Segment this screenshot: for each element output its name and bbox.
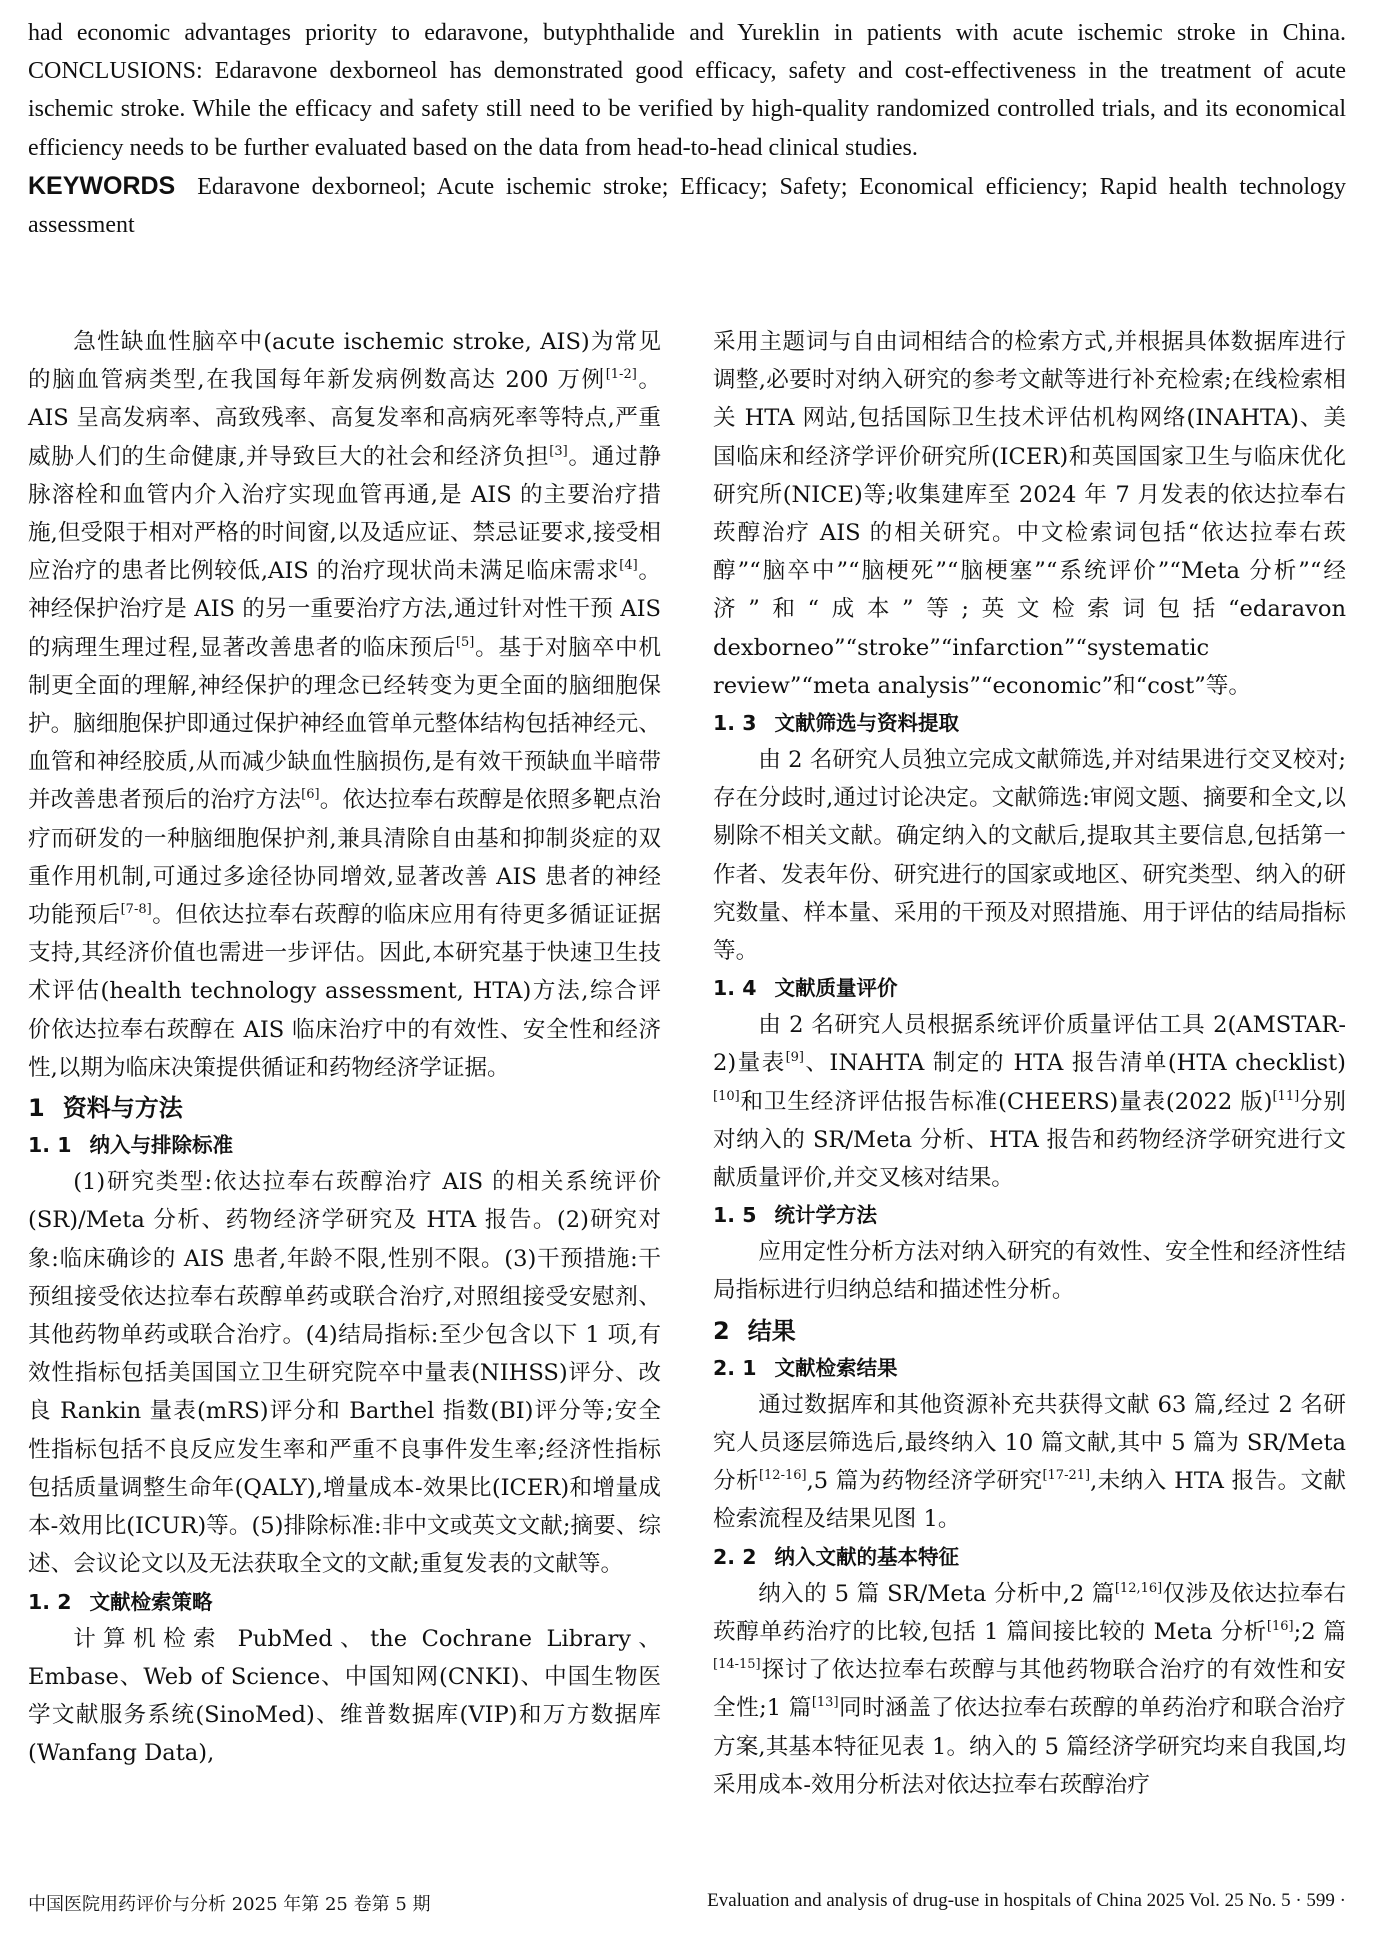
section-1-2-continued: 采用主题词与自由词相结合的检索方式,并根据具体数据库进行调整,必要时对纳入研究的参考文献等进行补充检索;在线检索相关 HTA 网站,包括国际卫生技术评估机构网络(INAHTA)、美国临床和经济学评价研究所(ICER)和英国国家卫生与临床优化研究所(NICE)等;收集建库至 2024 年 7 月发表的依达拉奉右莰醇治疗 AIS 的相关研究。中文检索词包括“依达拉奉右莰醇”“脑卒中”“脑梗死”“脑梗塞”“系统评价”“Meta 分析”“经济”和“成本”等;英文检索词包括“edaravon dexborneo”“stroke”“infarction”“systematic review”“meta analysis”“economic”和“cost”等。 [713,329,1346,699]
english-abstract [28,14,1346,244]
keywords-label: KEYWORDS [28,171,176,200]
citation[interactable]: [5] [455,634,475,650]
citation[interactable]: [4] [619,558,638,574]
intro-paragraph: 急性缺血性脑卒中(acute ischemic stroke, AIS)为常见的脑血管病类型,在我国每年新发病例数高达 200 万例[1-2]。AIS 呈高发病率、高致残率、高复发率和高病死率等特点,严重威胁人们的生命健康,并导致巨大的社会和经济负担[3]。通过静脉溶栓和血管内介入治疗实现血管再通,是 AIS 的主要治疗措施,但受限于相对严格的时间窗,以及适应证、禁忌证要求,接受相应治疗的患者比例较低,AIS 的治疗现状尚未满足临床需求[4]。神经保护治疗是 AIS 的另一重要治疗方法,通过针对性干预 AIS 的病理生理过程,显著改善患者的临床预后[5]。基于对脑卒中机制更全面的理解,神经保护的理念已经转变为更全面的脑细胞保护。脑细胞保护即通过保护神经血管单元整体结构包括神经元、血管和神经胶质,从而减少缺血性脑损伤,是有效干预缺血半暗带并改善患者预后的治疗方法[6]。依达拉奉右莰醇是依照多靶点治疗而研发的一种脑细胞保护剂,兼具清除自由基和抑制炎症的双重作用机制,可通过多途径协同增效,显著改善 AIS 患者的神经功能预后[7-8]。但依达拉奉右莰醇的临床应用有待更多循证证据支持,其经济价值也需进一步评估。因此,本研究基于快速卫生技术评估(health technology assessment, HTA)方法,综合评价依达拉奉右莰醇在 AIS 临床治疗中的有效性、安全性和经济性,以期为临床决策提供循证和药物经济学证据。 [28,329,662,1081]
section-1-heading: 1 资料与方法 [28,1094,183,1123]
section-1-2-heading: 1. 2 文献检索策略 [28,1589,213,1614]
section-1-4-text: 由 2 名研究人员根据系统评价质量评估工具 2(AMSTAR-2)量表[9]、INAHTA 制定的 HTA 报告清单(HTA checklist)[10]和卫生经济评估报告标准(CHEERS)量表(2022 版)[11]分别对纳入的 SR/Meta 分析、HTA 报告和药物经济学研究进行文献质量评价,并交叉核对结果。 [713,1012,1347,1192]
section-1-5-heading: 1. 5 统计学方法 [713,1203,877,1228]
section-1-3-text: 由 2 名研究人员独立完成文献筛选,并对结果进行交叉校对;存在分歧时,通过讨论决定。文献筛选:审阅文题、摘要和全文,以剔除不相关文献。确定纳入的文献后,提取其主要信息,包括第一作者、发表年份、研究进行的国家或地区、研究类型、纳入的研究数量、样本量、采用的干预及对照措施、用于评估的结局指标等。 [713,747,1346,965]
left-column [28,323,661,1772]
section-1-5-text: 应用定性分析方法对纳入研究的有效性、安全性和经济性结局指标进行归纳总结和描述性分析。 [713,1239,1346,1304]
keywords-line [28,167,1346,244]
citation[interactable]: [1-2] [605,367,637,383]
footer-journal-en: Evaluation and analysis of drug-use in hospitals of China 2025 Vol. 25 No. 5 · 599 · [707,1890,1346,1911]
citation[interactable]: [14-15] [713,1657,761,1673]
section-2-1-heading: 2. 1 文献检索结果 [713,1355,898,1380]
page-footer [28,1890,1346,1918]
abstract-text: had economic advantages priority to edaravone, butyphthalide and Yureklin in patients with acute ischemic stroke in China. CONCLUSIONS: Edaravone dexborneol has demonstrated good efficacy, safety and cost-effectiveness in the treatment of acute ischemic stroke. While the efficacy and safety still need to be verified by high-quality randomized controlled trials, and its economical efficiency needs to be further evaluated based on the data from head-to-head clinical studies. [28,20,1346,161]
citation[interactable]: [17-21] [1042,1468,1091,1484]
citation[interactable]: [16] [1266,1618,1294,1634]
section-1-4-heading: 1. 4 文献质量评价 [713,976,898,1001]
section-1-1-text: (1)研究类型:依达拉奉右莰醇治疗 AIS 的相关系统评价(SR)/Meta 分析、药物经济学研究及 HTA 报告。(2)研究对象:临床确诊的 AIS 患者,年龄不限,性别不限。(3)干预措施:干预组接受依达拉奉右莰醇单药或联合治疗,对照组接受安慰剂、其他药物单药或联合治疗。(4)结局指标:至少包含以下 1 项,有效性指标包括美国国立卫生研究院卒中量表(NIHSS)评分、改良 Rankin 量表(mRS)评分和 Barthel 指数(BI)评分等;安全性指标包括不良反应发生率和严重不良事件发生率;经济性指标包括质量调整生命年(QALY),增量成本-效果比(ICER)和增量成本-效用比(ICUR)等。(5)排除标准:非中文或英文文献;摘要、综述、会议论文以及无法获取全文的文献;重复发表的文献等。 [28,1169,661,1578]
citation[interactable]: [10] [713,1088,740,1104]
keywords-text: Edaravone dexborneol; Acute ischemic stroke; Efficacy; Safety; Economical efficiency; Rapid health technology assessment [28,173,1346,239]
section-1-2-text: 计算机检索 PubMed、the Cochrane Library、Embase、Web of Science、中国知网(CNKI)、中国生物医学文献服务系统(SinoMed)、维普数据库(VIP)和万方数据库(Wanfang Data), [28,1625,661,1767]
section-2-1-text: 通过数据库和其他资源补充共获得文献 63 篇,经过 2 名研究人员逐层筛选后,最终纳入 10 篇文献,其中 5 篇为 SR/Meta 分析[12-16],5 篇为药物经济学研究[17-21],未纳入 HTA 报告。文献检索流程及结果见图 1。 [713,1391,1347,1533]
section-2-2-text: 纳入的 5 篇 SR/Meta 分析中,2 篇[12,16]仅涉及依达拉奉右莰醇单药治疗的比较,包括 1 篇间接比较的 Meta 分析[16];2 篇[14-15]探讨了依达拉奉右莰醇与其他药物联合治疗的有效性和安全性;1 篇[13]同时涵盖了依达拉奉右莰醇的单药治疗和联合治疗方案,其基本特征见表 1。纳入的 5 篇经济学研究均来自我国,均采用成本-效用分析法对依达拉奉右莰醇治疗 [713,1580,1347,1798]
section-2-heading: 2 结果 [713,1316,796,1345]
section-1-3-heading: 1. 3 文献筛选与资料提取 [713,711,959,736]
citation[interactable]: [6] [301,787,320,803]
section-2-2-heading: 2. 2 纳入文献的基本特征 [713,1544,959,1569]
citation[interactable]: [13] [811,1695,839,1711]
footer-journal-cn: 中国医院用药评价与分析 2025 年第 25 卷第 5 期 [28,1894,431,1915]
citation[interactable]: [12,16] [1114,1580,1163,1596]
citation[interactable]: [11] [1272,1088,1300,1104]
citation[interactable]: [12-16] [758,1468,807,1484]
citation[interactable]: [9] [785,1050,805,1066]
citation[interactable]: [7-8] [120,902,152,918]
citation[interactable]: [3] [549,443,568,459]
section-1-1-heading: 1. 1 纳入与排除标准 [28,1133,233,1158]
right-column [713,323,1346,1804]
